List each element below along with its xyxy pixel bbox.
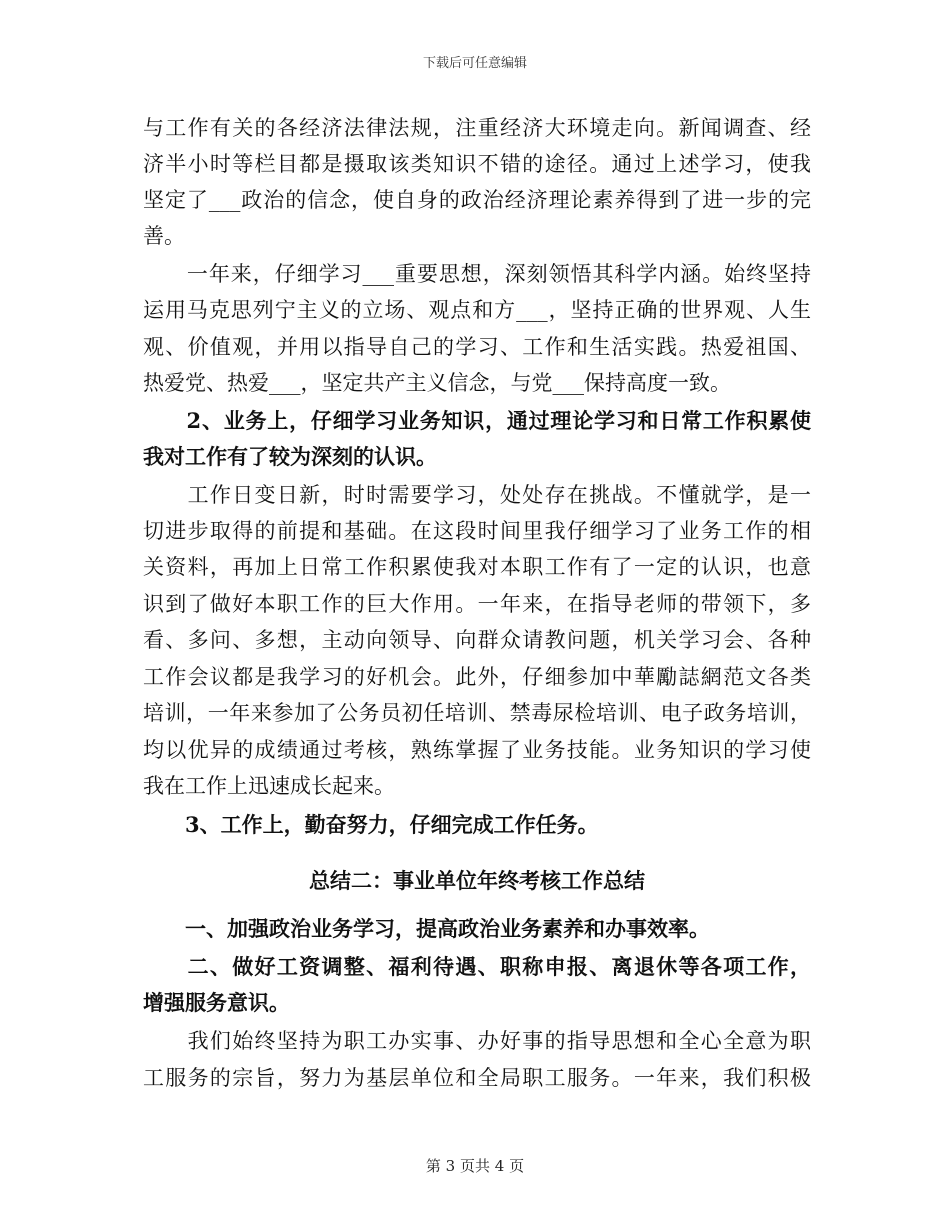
text-line: 均以优异的成绩通过考核，熟练掌握了业务技能。业务知识的学习使 [143,738,811,762]
section-heading: 2、业务上，仔细学习业务知识，通过理论学习和日常工作积累使 [143,408,811,433]
section-heading: 二、做好工资调整、福利待遇、职称申报、离退休等各项工作， [143,954,811,979]
text-line: 观、价值观，并用以指导自己的学习、工作和生活实践。热爱祖国、 [143,335,811,359]
text-line: 运用马克思列宁主义的立场、观点和方___，坚持正确的世界观、人生 [143,298,811,322]
text-line: 我们始终坚持为职工办实事、办好事的指导思想和全心全意为职 [143,1029,811,1053]
page-footer: 第 3 页共 4 页 [425,1157,525,1175]
text-line: 济半小时等栏目都是摄取该类知识不错的途径。通过上述学习，使我 [143,152,811,176]
text-line: 工作日变日新，时时需要学习，处处存在挑战。不懂就学，是一 [143,483,811,507]
section-heading: 增强服务意识。 [143,990,290,1015]
text-line: 切进步取得的前提和基础。在这段时间里我仔细学习了业务工作的相 [143,519,811,543]
text-line: 工服务的宗旨，努力为基层单位和全局职工服务。一年来，我们积极 [143,1066,811,1090]
text-line: 与工作有关的各经济法律法规，注重经济大环境走向。新闻调查、经 [143,116,811,140]
text-line: 我在工作上迅速成长起来。 [143,774,395,798]
page-header: 下载后可任意编辑 [422,56,527,71]
text-line: 培训，一年来参加了公务员初任培训、禁毒尿检培训、电子政务培训， [143,701,811,725]
section-title: 总结二：事业单位年终考核工作总结 [309,868,645,893]
text-line: 坚定了___政治的信念，使自身的政治经济理论素养得到了进一步的完 [143,188,811,212]
text-line: 看、多问、多想，主动向领导、向群众请教问题，机关学习会、各种 [143,628,811,652]
section-heading: 一、加强政治业务学习，提高政治业务素养和办事效率。 [143,916,710,941]
section-heading: 我对工作有了较为深刻的认识。 [143,444,437,469]
text-line: 热爱党、热爱___，坚定共产主义信念，与党___保持高度一致。 [143,371,731,395]
text-line: 一年来，仔细学习___重要思想，深刻领悟其科学内涵。始终坚持 [143,262,811,286]
text-line: 关资料，再加上日常工作积累使我对本职工作有了一定的认识，也意 [143,555,811,579]
text-line: 识到了做好本职工作的巨大作用。一年来，在指导老师的带领下，多 [143,592,811,616]
section-heading: 3、工作上，勤奋努力，仔细完成工作任务。 [143,812,599,837]
text-line: 工作会议都是我学习的好机会。此外，仔细参加中華勵誌網范文各类 [143,665,811,689]
text-line: 善。 [143,224,185,248]
